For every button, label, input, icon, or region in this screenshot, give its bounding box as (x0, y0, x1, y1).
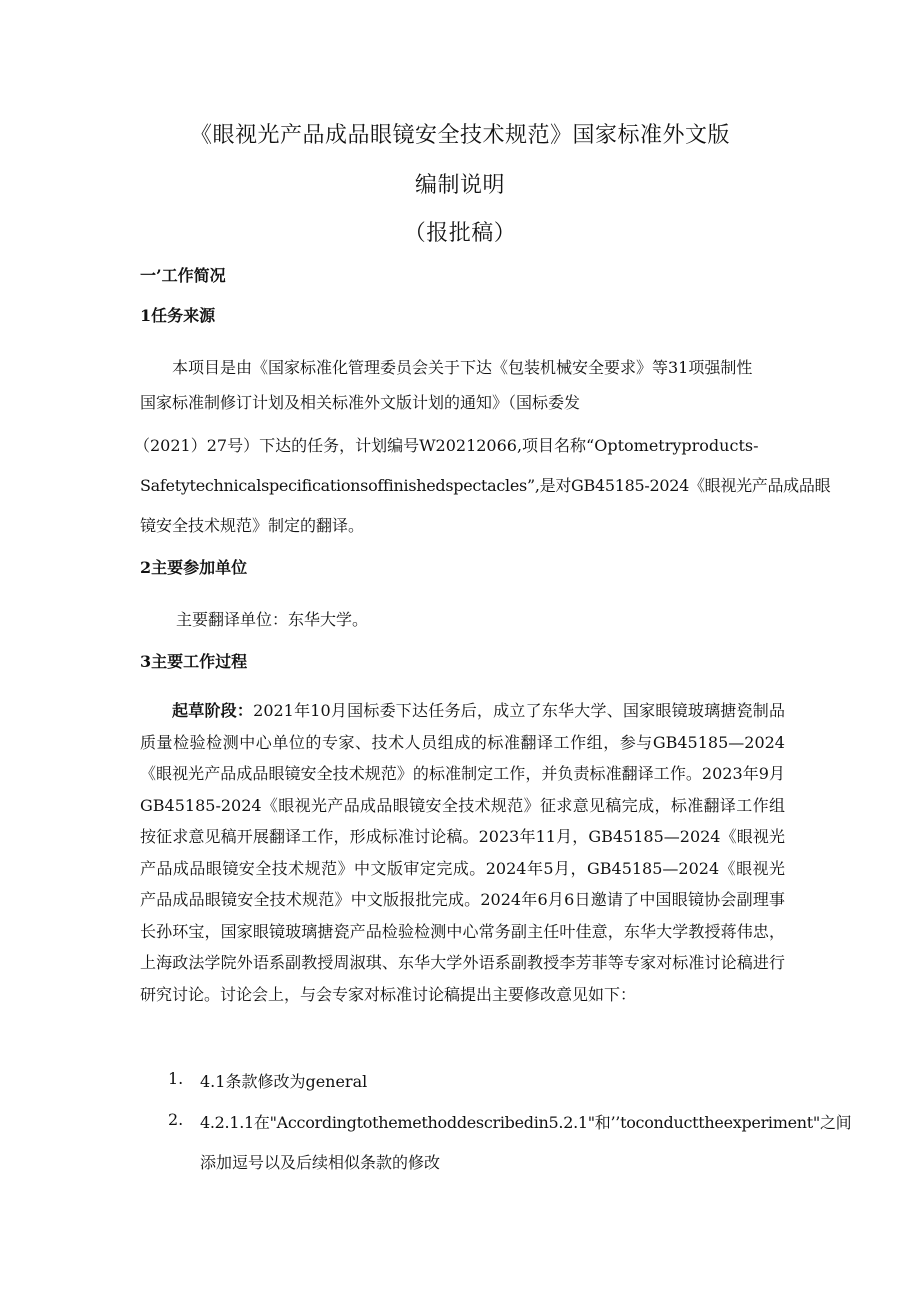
sub1-para-line4: Safetytechnicalspecificationsoffinishedspectacles”,是对GB45185-2024《眼视光产品成品眼 (140, 476, 831, 495)
doc-title-line1: 《眼视光产品成品眼镜安全技术规范》国家标准外文版 (189, 123, 730, 148)
list-item-2-text-line1: 4.2.1.1在"Accordingtothemethoddescribedin5.2.1"和’’toconducttheexperiment"之间 (200, 1113, 852, 1132)
list-item-1-text: 4.1条款修改为general (200, 1072, 368, 1091)
sub3-heading: 3主要工作过程 (140, 652, 248, 671)
sub1-para-line3: （2021）27号）下达的任务，计划编号W20212066,项目名称“Optometryproducts- (134, 436, 759, 455)
list-item-2-number: 2. (168, 1110, 184, 1129)
sub1-para-line1: 本项目是由《国家标准化管理委员会关于下达《包装机械安全要求》等31项强制性 (172, 358, 753, 377)
list-item-2-text-line2: 添加逗号以及后续相似条款的修改 (200, 1153, 441, 1172)
doc-title-line3: （报批稿） (403, 221, 517, 246)
sub2-text: 主要翻译单位：东华大学。 (176, 610, 369, 629)
sub1-heading: 1任务来源 (140, 306, 216, 325)
sub1-para-line2: 国家标准制修订计划及相关标准外文版计划的通知》（国标委发 (140, 393, 581, 412)
sub2-heading: 2主要参加单位 (140, 558, 248, 577)
list-item-1-number: 1. (168, 1069, 184, 1088)
sub3-lead: 起草阶段： (172, 701, 254, 720)
sub1-para-line5: 镜安全技术规范》制定的翻译。 (140, 516, 365, 535)
doc-title-line2: 编制说明 (414, 173, 505, 198)
sub3-paragraph (140, 695, 785, 1010)
sub3-body: 2021年10月国标委下达任务后，成立了东华大学、国家眼镜玻璃搪瓷制品质量检验检测中心单位的专家、技术人员组成的标准翻译工作组，参与GB45185—2024《眼视光产品成品眼镜安全技术规范》的标准制定工作，并负责标准翻译工作。2023年9月GB45185-2024《眼视光产品成品眼镜安全技术规范》征求意见稿完成，标准翻译工作组按征求意见稿开展翻译工作，形成标准讨论稿。2023年11月，GB45185—2024《眼视光产品成品眼镜安全技术规范》中文版审定完成。2024年5月，GB45185—2024《眼视光产品成品眼镜安全技术规范》中文版报批完成。2024年6月6日邀请了中国眼镜协会副理事长孙环宝，国家眼镜玻璃搪瓷产品检验检测中心常务副主任叶佳意，东华大学教授蒋伟忠，上海政法学院外语系副教授周淑琪、东华大学外语系副教授李芳菲等专家对标准讨论稿进行研究讨论。讨论会上，与会专家对标准讨论稿提出主要修改意见如下： (140, 701, 785, 1004)
section1-heading: 一’工作简况 (140, 266, 226, 285)
